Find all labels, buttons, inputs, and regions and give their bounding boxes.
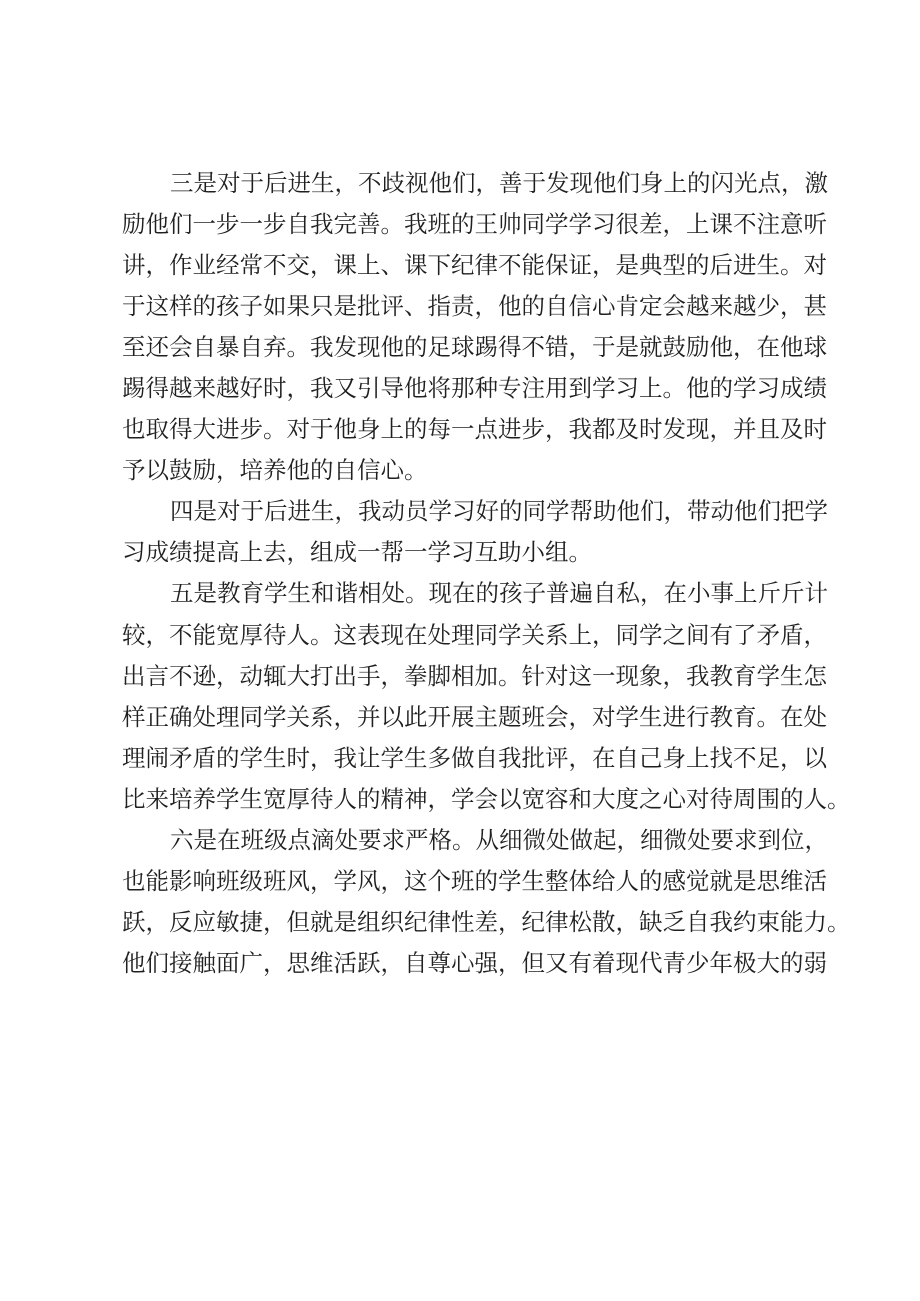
paragraph-peer-help-group bbox=[122, 491, 827, 573]
paragraph-line: 跃，反应敏捷，但就是组织纪律性差，纪律松散，缺乏自我约束能力。 bbox=[122, 907, 851, 936]
paragraph-line: 予以鼓励，培养他的自信心。 bbox=[122, 456, 428, 485]
paragraph-line: 三是对于后进生，不歧视他们，善于发现他们身上的闪光点，激 bbox=[170, 169, 828, 197]
paragraph-line: 于这样的孩子如果只是批评、指责，他的自信心肯定会越来越少，甚 bbox=[122, 292, 827, 321]
document-body bbox=[122, 163, 851, 984]
paragraph-strict-details bbox=[122, 820, 851, 984]
paragraph-line: 他们接触面广，思维活跃，自尊心强，但又有着现代青少年极大的弱 bbox=[122, 948, 827, 977]
paragraph-line: 六是在班级点滴处要求严格。从细微处做起，细微处要求到位， bbox=[170, 825, 828, 854]
paragraph-line: 习成绩提高上去，组成一帮一学习互助小组。 bbox=[122, 538, 592, 567]
paragraph-harmonious-relations bbox=[122, 573, 851, 819]
paragraph-line: 五是教育学生和谐相处。现在的孩子普遍自私，在小事上斤斤计 bbox=[170, 579, 828, 608]
paragraph-line: 理闹矛盾的学生时，我让学生多做自我批评，在自己身上找不足，以 bbox=[122, 743, 827, 772]
paragraph-line: 至还会自暴自弃。我发现他的足球踢得不错，于是就鼓励他，在他球 bbox=[122, 333, 827, 362]
paragraph-line: 比来培养学生宽厚待人的精神，学会以宽容和大度之心对待周围的人。 bbox=[122, 784, 851, 813]
paragraph-line: 样正确处理同学关系，并以此开展主题班会，对学生进行教育。在处 bbox=[122, 702, 827, 731]
paragraph-line: 踢得越来越好时，我又引导他将那种专注用到学习上。他的学习成绩 bbox=[122, 374, 827, 403]
paragraph-line: 四是对于后进生，我动员学习好的同学帮助他们，带动他们把学 bbox=[170, 497, 828, 526]
paragraph-line: 较，不能宽厚待人。这表现在处理同学关系上，同学之间有了矛盾， bbox=[122, 620, 827, 649]
paragraph-line: 出言不逊，动辄大打出手，拳脚相加。针对这一现象，我教育学生怎 bbox=[122, 661, 827, 690]
paragraph-line: 讲，作业经常不交，课上、课下纪律不能保证，是典型的后进生。对 bbox=[122, 251, 827, 280]
paragraph-underachiever-encouragement bbox=[122, 163, 827, 491]
paragraph-line: 也取得大进步。对于他身上的每一点进步，我都及时发现，并且及时 bbox=[122, 415, 827, 444]
paragraph-line: 励他们一步一步自我完善。我班的王帅同学学习很差，上课不注意听 bbox=[122, 210, 827, 239]
paragraph-line: 也能影响班级班风，学风，这个班的学生整体给人的感觉就是思维活 bbox=[122, 866, 827, 895]
